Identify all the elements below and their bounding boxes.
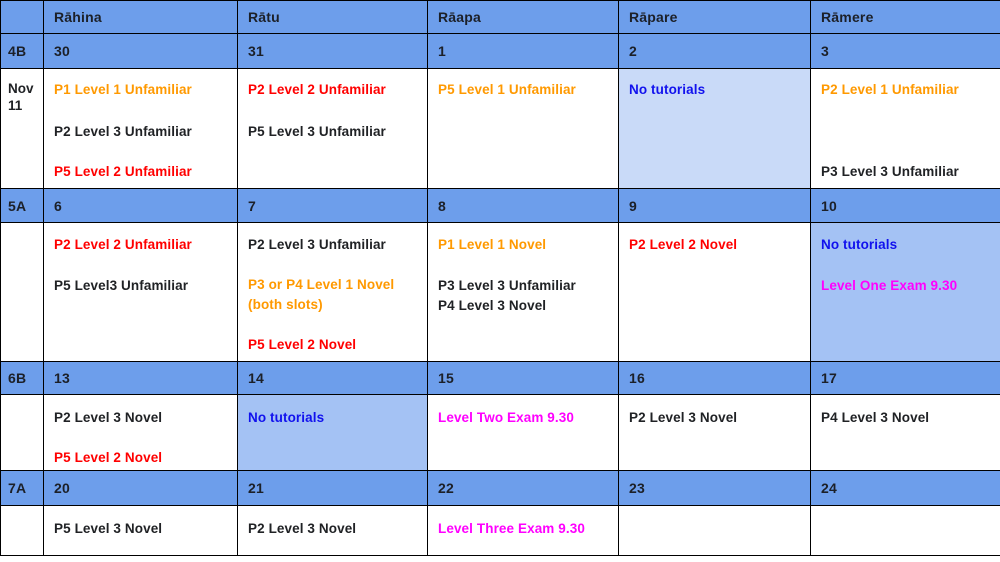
date-cell: 9 [619, 189, 811, 223]
day-header-3: Rāapa [428, 1, 619, 34]
date-cell: 31 [238, 34, 428, 69]
date-cell: 17 [811, 362, 1000, 395]
content-row-5A [1, 223, 1000, 362]
date-cell: 24 [811, 471, 1000, 506]
day-cell [428, 69, 619, 189]
session-line: P2 Level 3 Unfamiliar [248, 237, 386, 252]
date-row-6B [1, 362, 1000, 395]
week-label: 7A [1, 471, 44, 506]
date-cell: 3 [811, 34, 1000, 69]
timetable-body [1, 34, 1000, 556]
day-cell [238, 69, 428, 189]
session-line: P4 Level 3 Novel [821, 410, 930, 425]
date-cell: 1 [428, 34, 619, 69]
session-line: No tutorials [629, 82, 706, 97]
day-cell [619, 69, 811, 189]
day-cell [811, 506, 1000, 556]
content-row-4B [1, 69, 1000, 189]
session-line: Level One Exam 9.30 [821, 278, 958, 293]
session-line: (both slots) [248, 297, 323, 312]
day-cell [619, 395, 811, 471]
day-cell [811, 69, 1000, 189]
month-label: Nov 11 [1, 69, 44, 189]
session-line: P1 Level 1 Unfamiliar [54, 82, 192, 97]
day-header-5: Rāmere [811, 1, 1000, 34]
session-line: P2 Level 3 Novel [54, 410, 163, 425]
day-cell [619, 506, 811, 556]
session-line: P2 Level 1 Unfamiliar [821, 82, 959, 97]
date-cell: 7 [238, 189, 428, 223]
session-line: P5 Level 3 Unfamiliar [248, 124, 386, 139]
date-cell: 30 [44, 34, 238, 69]
session-line: P3 or P4 Level 1 Novel [248, 277, 395, 292]
session-line: P5 Level3 Unfamiliar [54, 278, 189, 293]
session-line: P3 Level 3 Unfamiliar [821, 164, 959, 179]
content-row-6B [1, 395, 1000, 471]
day-cell [238, 395, 428, 471]
month-label [1, 223, 44, 362]
session-line: Level Three Exam 9.30 [438, 521, 585, 536]
session-line: P2 Level 3 Unfamiliar [54, 124, 192, 139]
day-cell [44, 223, 238, 362]
session-line: P5 Level 2 Novel [54, 450, 163, 465]
day-cell [44, 506, 238, 556]
session-line: No tutorials [821, 237, 898, 252]
date-row-5A [1, 189, 1000, 223]
date-cell: 20 [44, 471, 238, 506]
day-header-4: Rāpare [619, 1, 811, 34]
session-line: P3 Level 3 Unfamiliar [438, 278, 576, 293]
session-line: Level Two Exam 9.30 [438, 410, 574, 425]
month-label [1, 506, 44, 556]
session-line: P5 Level 2 Novel [248, 337, 357, 352]
day-cell [811, 395, 1000, 471]
session-line: P5 Level 3 Novel [54, 521, 163, 536]
date-cell: 10 [811, 189, 1000, 223]
date-row-7A [1, 471, 1000, 506]
session-line: P2 Level 2 Unfamiliar [54, 237, 192, 252]
date-cell: 15 [428, 362, 619, 395]
date-cell: 16 [619, 362, 811, 395]
date-cell: 14 [238, 362, 428, 395]
date-cell: 6 [44, 189, 238, 223]
content-row-7A [1, 506, 1000, 556]
day-cell [238, 223, 428, 362]
day-cell [428, 395, 619, 471]
session-line: P2 Level 3 Novel [248, 521, 357, 536]
day-cell [44, 395, 238, 471]
day-header-row [1, 1, 1000, 34]
day-header-2: Rātu [238, 1, 428, 34]
date-cell: 23 [619, 471, 811, 506]
session-line: P1 Level 1 Novel [438, 237, 547, 252]
date-cell: 2 [619, 34, 811, 69]
session-line: P2 Level 2 Unfamiliar [248, 82, 386, 97]
day-cell [811, 223, 1000, 362]
week-label: 4B [1, 34, 44, 69]
session-line: P5 Level 1 Unfamiliar [438, 82, 576, 97]
week-label: 5A [1, 189, 44, 223]
date-cell: 21 [238, 471, 428, 506]
session-line: No tutorials [248, 410, 325, 425]
week-label: 6B [1, 362, 44, 395]
date-row-4B [1, 34, 1000, 69]
day-header-1: Rāhina [44, 1, 238, 34]
day-cell [44, 69, 238, 189]
timetable-head [1, 1, 1000, 34]
day-cell [238, 506, 428, 556]
session-line: P5 Level 2 Unfamiliar [54, 164, 192, 179]
session-line: P2 Level 3 Novel [629, 410, 738, 425]
month-label [1, 395, 44, 471]
date-cell: 13 [44, 362, 238, 395]
day-cell [619, 223, 811, 362]
day-cell [428, 506, 619, 556]
session-line: P4 Level 3 Novel [438, 298, 547, 313]
date-cell: 8 [428, 189, 619, 223]
day-cell [428, 223, 619, 362]
session-line: P2 Level 2 Novel [629, 237, 738, 252]
corner-cell [1, 1, 44, 34]
date-cell: 22 [428, 471, 619, 506]
